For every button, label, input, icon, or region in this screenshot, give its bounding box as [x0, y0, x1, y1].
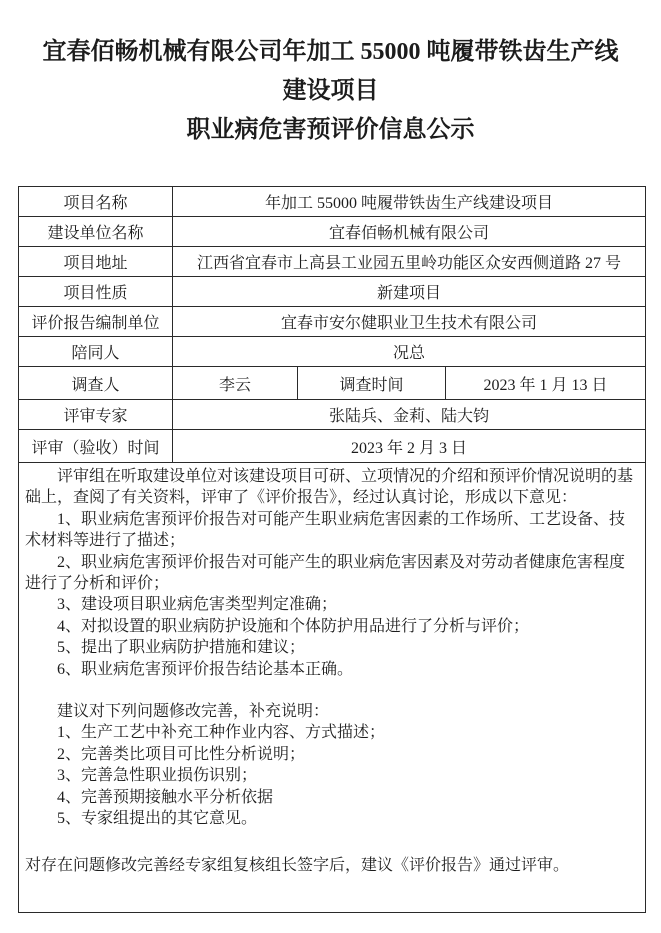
document-subtitle: 职业病危害预评价信息公示 — [186, 117, 475, 143]
field-value: 张陆兵、金莉、陆大钧 — [173, 400, 646, 430]
opinion-line: 2、职业病危害预评价报告对可能产生的职业病危害因素及对劳动者健康危害程度进行了分析和评价； — [25, 553, 626, 593]
field-label: 评审专家 — [19, 400, 173, 430]
opinion-line: 3、完善急性职业损伤识别； — [57, 767, 258, 785]
opinion-line: 6、职业病危害预评价报告结论基本正确。 — [57, 660, 354, 678]
table-row-review-time — [19, 430, 646, 463]
field-label: 项目性质 — [19, 277, 173, 307]
field-value: 宜春佰畅机械有限公司 — [173, 217, 646, 247]
table-row-project-nature — [19, 277, 646, 307]
opinion-conclusion-line: 对存在问题修改完善经专家组复核组长签字后，建议《评价报告》通过评审。 — [25, 856, 570, 874]
field-label: 评审（验收）时间 — [19, 430, 173, 463]
opinion-line: 1、生产工艺中补充工种作业内容、方式描述； — [57, 724, 386, 742]
opinion-line: 4、完善预期接触水平分析依据 — [57, 788, 274, 806]
opinion-line: 3、建设项目职业病危害类型判定准确； — [57, 596, 338, 614]
info-table — [18, 186, 646, 913]
table-row-builder-name — [19, 217, 646, 247]
opinion-line: 5、专家组提出的其它意见。 — [57, 810, 258, 828]
document-title — [0, 0, 661, 150]
opinion-line: 4、对拟设置的职业病防护设施和个体防护用品进行了分析与评价； — [57, 617, 530, 635]
review-opinion-cell — [19, 463, 646, 913]
field-label: 陪同人 — [19, 337, 173, 367]
opinion-line: 建议对下列问题修改完善，补充说明： — [57, 703, 330, 721]
field-label: 建设单位名称 — [19, 217, 173, 247]
table-row-report-agency — [19, 307, 646, 337]
field-value: 李云 — [173, 367, 298, 400]
opinion-line: 2、完善类比项目可比性分析说明； — [57, 745, 306, 763]
field-label: 调查时间 — [298, 367, 446, 400]
field-value: 江西省宜春市上高县工业园五里岭功能区众安西侧道路 27 号 — [173, 247, 646, 277]
field-value: 2023 年 1 月 13 日 — [446, 367, 646, 400]
field-value: 2023 年 2 月 3 日 — [173, 430, 646, 463]
title-line-1: 宜春佰畅机械有限公司年加工 55000 吨履带铁齿生产线 — [42, 39, 619, 65]
table-row-accompanying-person — [19, 337, 646, 367]
table-row-investigator — [19, 367, 646, 400]
table-row-review-experts — [19, 400, 646, 430]
field-label: 评价报告编制单位 — [19, 307, 173, 337]
title-line-2: 建设项目 — [282, 78, 379, 104]
field-value: 年加工 55000 吨履带铁齿生产线建设项目 — [173, 187, 646, 217]
opinion-line: 1、职业病危害预评价报告对可能产生职业病危害因素的工作场所、工艺设备、技术材料等进行了描述； — [25, 510, 626, 550]
field-value: 宜春市安尔健职业卫生技术有限公司 — [173, 307, 646, 337]
table-row-review-opinion — [19, 463, 646, 913]
table-row-project-name — [19, 187, 646, 217]
field-label: 调查人 — [19, 367, 173, 400]
opinion-line: 5、提出了职业病防护措施和建议； — [57, 639, 306, 657]
field-value: 新建项目 — [173, 277, 646, 307]
field-value: 况总 — [173, 337, 646, 367]
opinion-line: 评审组在听取建设单位对该建设项目可研、立项情况的介绍和预评价情况说明的基础上，查阅了有关资料，评审了《评价报告》，经过认真讨论，形成以下意见： — [25, 468, 634, 507]
field-label: 项目地址 — [19, 247, 173, 277]
table-row-project-address — [19, 247, 646, 277]
field-label: 项目名称 — [19, 187, 173, 217]
